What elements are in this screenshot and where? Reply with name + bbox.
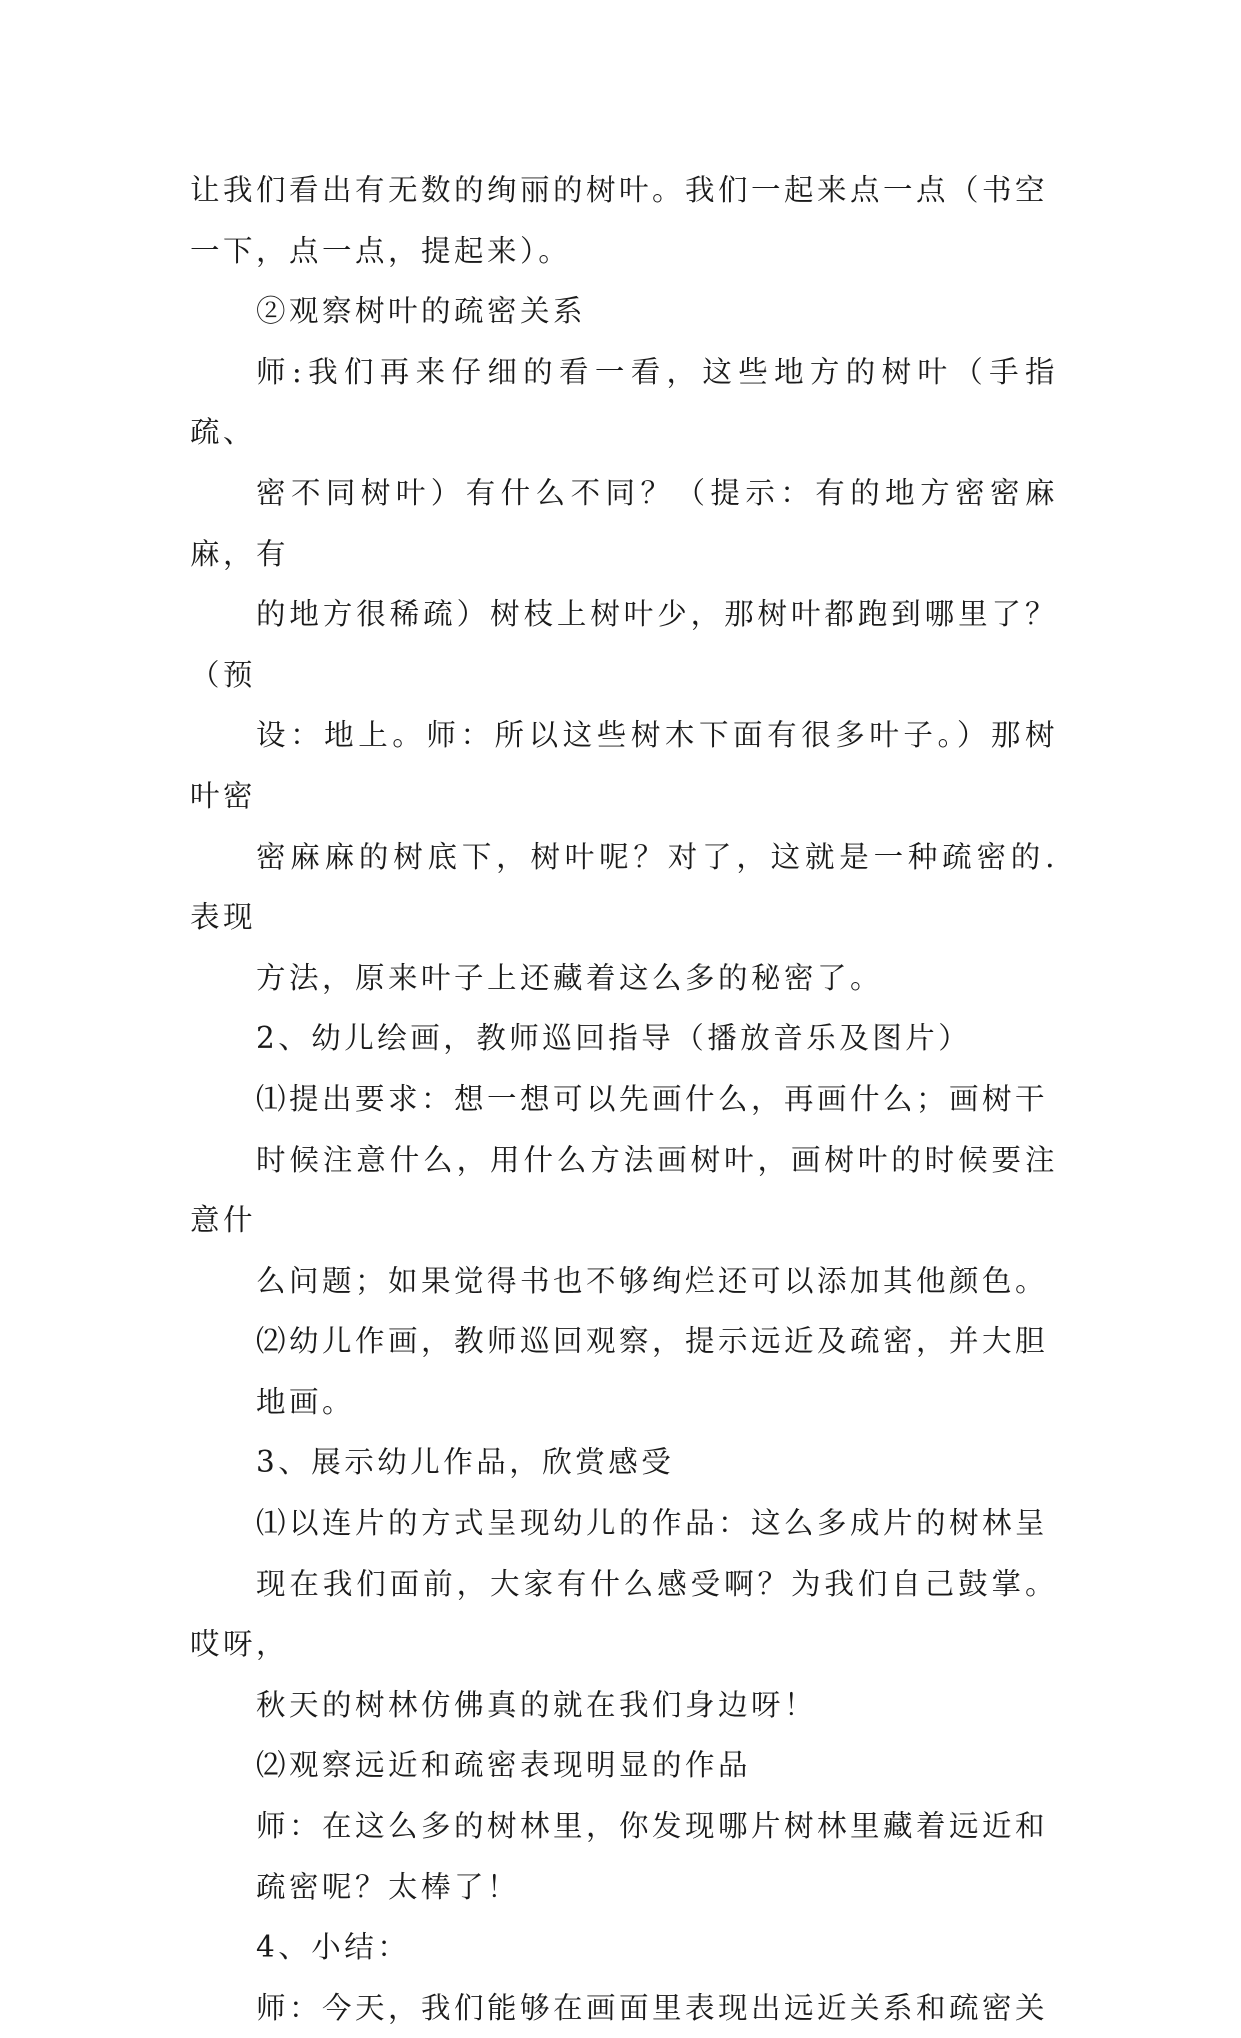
paragraph-8 <box>190 1493 1058 1735</box>
paragraph-6-line-1: ⑵幼儿作画，教师巡回观察，提示远近及疏密，并大胆 <box>256 1324 1049 1359</box>
paragraph-4 <box>190 1008 1058 1069</box>
paragraph-3-line-1: 师:我们再来仔细的看一看，这些地方的树叶（手指疏、 <box>190 354 1058 450</box>
paragraph-11 <box>190 1917 1058 1978</box>
paragraph-1 <box>190 160 1058 281</box>
paragraph-8-line-2: 现在我们面前，大家有什么感受啊？为我们自己鼓掌。哎呀， <box>190 1566 1058 1662</box>
paragraph-10-line-1: 师：在这么多的树林里，你发现哪片树林里藏着远近和 <box>256 1809 1049 1844</box>
paragraph-3 <box>190 342 1058 1009</box>
paragraph-5-line-3: 么问题；如果觉得书也不够绚烂还可以添加其他颜色。 <box>256 1263 1049 1298</box>
paragraph-10 <box>190 1796 1058 1917</box>
paragraph-2-line-1: ②观察树叶的疏密关系 <box>256 294 587 329</box>
document-page <box>190 160 1058 2038</box>
paragraph-3-line-5: 密麻麻的树底下，树叶呢？对了，这就是一种疏密的.表现 <box>190 839 1058 935</box>
paragraph-10-line-2: 疏密呢？太棒了！ <box>256 1869 521 1904</box>
paragraph-6 <box>190 1311 1058 1432</box>
paragraph-9-line-1: ⑵观察远近和疏密表现明显的作品 <box>256 1748 752 1783</box>
paragraph-5 <box>190 1069 1058 1311</box>
paragraph-8-line-1: ⑴以连片的方式呈现幼儿的作品：这么多成片的树林呈 <box>256 1506 1049 1541</box>
paragraph-8-line-3: 秋天的树林仿佛真的就在我们身边呀！ <box>256 1687 818 1722</box>
paragraph-3-line-3: 的地方很稀疏）树枝上树叶少，那树叶都跑到哪里了？（预 <box>190 597 1058 692</box>
paragraph-7-line-1: 3、展示幼儿作品，欣赏感受 <box>256 1445 675 1480</box>
paragraph-1-line-2: 一下，点一点，提起来）。 <box>190 233 572 268</box>
paragraph-5-line-1: ⑴提出要求：想一想可以先画什么，再画什么；画树干 <box>256 1081 1049 1116</box>
paragraph-4-line-1: 2、幼儿绘画，教师巡回指导（播放音乐及图片） <box>256 1021 972 1056</box>
paragraph-1-line-1: 让我们看出有无数的绚丽的树叶。我们一起来点一点（书空 <box>190 173 1049 207</box>
paragraph-3-line-6: 方法，原来叶子上还藏着这么多的秘密了。 <box>256 960 884 995</box>
paragraph-12-line-1: 师：今天，我们能够在画面里表现出远近关系和疏密关 <box>256 1990 1049 2025</box>
paragraph-5-line-2: 时候注意什么，用什么方法画树叶，画树叶的时候要注意什 <box>190 1142 1058 1238</box>
paragraph-7 <box>190 1432 1058 1493</box>
paragraph-3-line-2: 密不同树叶）有什么不同？（提示：有的地方密密麻麻，有 <box>190 475 1058 571</box>
paragraph-2 <box>190 281 1058 342</box>
paragraph-12 <box>190 1978 1058 2038</box>
paragraph-9 <box>190 1735 1058 1796</box>
paragraph-6-line-2: 地画。 <box>256 1384 356 1419</box>
paragraph-11-line-1: 4、小结： <box>256 1930 411 1965</box>
paragraph-3-line-4: 设：地上。师：所以这些树木下面有很多叶子。）那树叶密 <box>190 718 1058 813</box>
